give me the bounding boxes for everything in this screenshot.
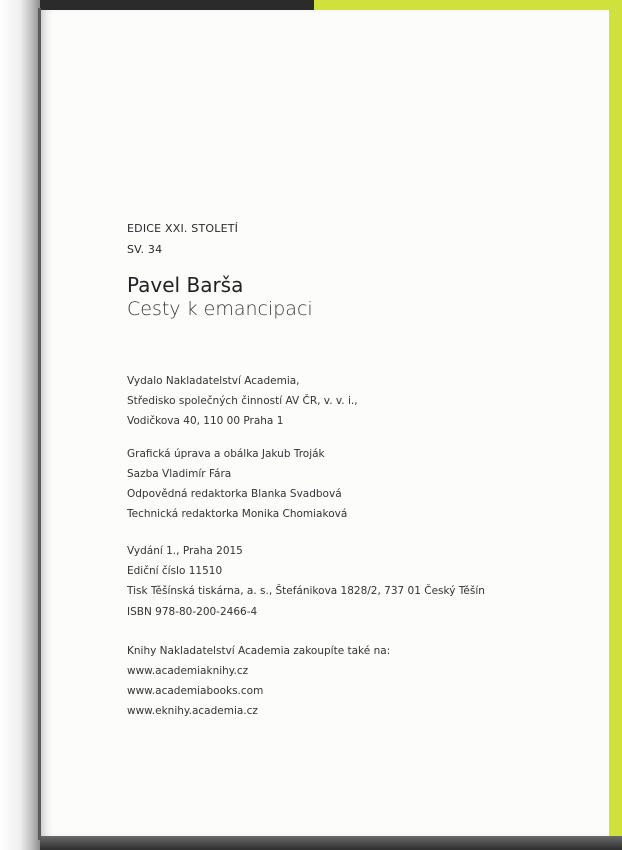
binding-shadow (38, 8, 41, 840)
imprint-page (41, 10, 609, 836)
shop-link: www.academiaknihy.cz (127, 665, 249, 677)
shop-link: www.eknihy.academia.cz (127, 705, 258, 717)
book-title: Cesty k emancipaci (127, 298, 313, 320)
binding-gutter (0, 0, 40, 850)
isbn: ISBN 978-80-200-2466-4 (127, 606, 258, 618)
printing-line: Tisk Těšínská tiskárna, a. s., Štefánikova 1828/2, 737 01 Český Těšín (127, 585, 485, 597)
credit-line: Sazba Vladimír Fára (127, 468, 232, 480)
series-name: EDICE XXI. STOLETÍ (127, 222, 239, 235)
author-name: Pavel Barša (127, 273, 244, 297)
credit-line: Odpovědná redaktorka Blanka Svadbová (127, 488, 342, 500)
credits-block (127, 444, 347, 524)
printing-block (127, 541, 485, 601)
credit-line: Technická redaktorka Monika Chomiaková (127, 508, 348, 520)
printing-line: Ediční číslo 11510 (127, 565, 223, 577)
publisher-block (127, 371, 358, 431)
publisher-line: Středisko společných činností AV ČR, v. v. i., (127, 395, 358, 407)
shop-block (127, 641, 390, 721)
volume-number: SV. 34 (127, 243, 163, 256)
cover-bottom-edge (0, 836, 622, 850)
shop-intro: Knihy Nakladatelství Academia zakoupíte také na: (127, 645, 391, 657)
printing-line: Vydání 1., Praha 2015 (127, 545, 243, 557)
publisher-line: Vydalo Nakladatelství Academia, (127, 375, 300, 387)
shop-link: www.academiabooks.com (127, 685, 264, 697)
edition-info (127, 218, 238, 260)
credit-line: Grafická úprava a obálka Jakub Troják (127, 448, 325, 460)
publisher-line: Vodičkova 40, 110 00 Praha 1 (127, 415, 284, 427)
